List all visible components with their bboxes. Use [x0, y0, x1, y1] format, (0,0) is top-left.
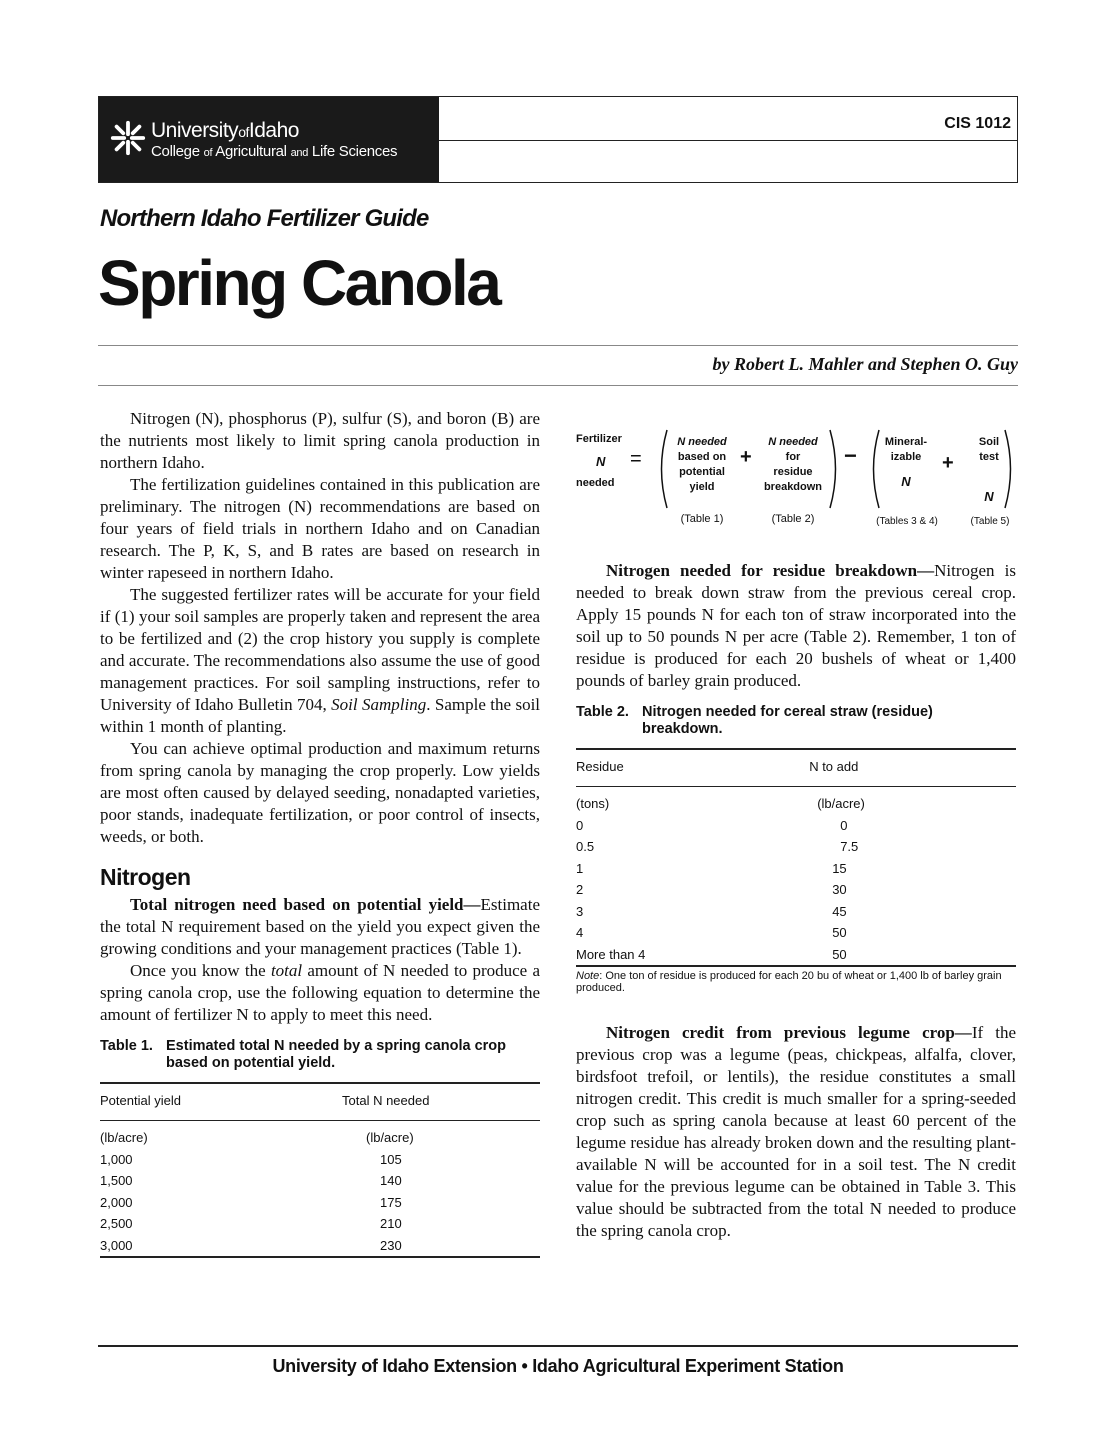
- eq-term-yield: N needed based on potential yield: [677, 436, 727, 493]
- footer: University of Idaho Extension • Idaho Agricultural Experiment Station: [272, 1356, 844, 1376]
- management-paragraph: You can achieve optimal production and maximum returns from spring canola by managing the crop properly. Low yields are most often caused by delayed seeding, nonadapted varieties, poor stands, inadequate fertilization, or poor control of insects, weeds, or both.: [100, 739, 540, 846]
- eq-plus-1: +: [740, 446, 752, 468]
- eq-ref-table5: (Table 5): [970, 516, 1010, 527]
- table2-header-residue: Residue: [576, 759, 624, 774]
- eq-plus-2: +: [942, 452, 954, 474]
- title-rule: [98, 345, 1018, 346]
- table-row: 0 0: [576, 817, 848, 833]
- byline: by Robert L. Mahler and Stephen O. Guy: [712, 354, 1018, 374]
- run-in-heading: Total nitrogen need based on potential yield—: [130, 895, 481, 914]
- publication-code: CIS 1012: [944, 115, 1011, 132]
- footer-rule: [98, 1345, 1018, 1347]
- eq-ref-table2: (Table 2): [771, 513, 815, 525]
- table1: [100, 1082, 540, 1258]
- table2-header-n: N to add: [809, 759, 859, 774]
- header-divider: [439, 140, 1017, 141]
- table-row: 4 50: [576, 925, 847, 940]
- table-row: 3,000 230: [100, 1235, 540, 1258]
- right-paren-icon: [827, 428, 843, 510]
- table-row: 0.5 7.5: [576, 839, 859, 854]
- logo-college-name: College of Agricultural and Life Sciences: [151, 143, 398, 160]
- university-logo: [99, 97, 439, 182]
- table1-header-n: Total N needed: [342, 1093, 430, 1108]
- logo-university-name: UniversityofIdaho: [151, 119, 299, 142]
- byline-rule: [98, 385, 1018, 386]
- eq-lhs: Fertilizer N needed: [576, 433, 622, 489]
- table-row: 1,500 140: [100, 1173, 402, 1188]
- table-row: 1 15: [576, 860, 847, 876]
- fertilizer-equation: [576, 408, 1016, 538]
- eq-term-soil-test: Soil test N: [978, 436, 1000, 504]
- left-column: [100, 408, 540, 1258]
- masthead: [98, 96, 1018, 183]
- table2-caption: Table 2. Nitrogen needed for cereal straw (residue) breakdown.: [576, 704, 933, 737]
- table-row: (lb/acre) (lb/acre): [100, 1130, 414, 1145]
- page-title: Spring Canola: [98, 247, 500, 319]
- intro-paragraph: Nitrogen (N), phosphorus (P), sulfur (S), and boron (B) are the nutrients most likely to limit spring canola production in northern Idaho.: [100, 409, 540, 472]
- eq-equals: =: [630, 448, 642, 470]
- table1-header-yield: Potential yield: [100, 1093, 181, 1108]
- total-nitrogen-paragraph: Total nitrogen need based on potential yield—Estimate the total N requirement based on the yield you expect given the growing conditions and your management practices (Table 1).: [100, 895, 540, 958]
- eq-term-mineralizable: Mineral- izable N: [884, 436, 928, 489]
- bulletin-title: Soil Sampling: [331, 695, 427, 714]
- legume-paragraph: Nitrogen credit from previous legume crop—If the previous crop was a legume (peas, chickpeas, alfalfa, clover, birdsfoot trefoil, or lentils), the residue constitutes a small nitrogen credit. This credit is much smaller for a spring-seeded crop such as spring canola because at least 60 percent of the legume residue has already broken down and the resulting plant-available N will be accounted for in a soil test. The N credit value for the previous legume can be obtained in Table 3. This value should be subtracted from the total N needed to produce the spring canola crop.: [576, 1023, 1016, 1240]
- right-paren-icon: [1002, 428, 1018, 510]
- accuracy-paragraph: The suggested fertilizer rates will be accurate for your field if (1) your soil samples are properly taken and represent the area to be fertilized and (2) the crop history you supply is complete and accurate. The recommendations also assume the use of good management practices. For soil sampling instructions, refer to University of Idaho Bulletin 704, Soil Sampling. Sample the soil within 1 month of planting.: [100, 585, 541, 736]
- table-row: 3 45: [576, 903, 847, 919]
- table-row: More than 4 50: [576, 944, 1016, 967]
- eq-term-residue: N needed for residue breakdown: [763, 436, 823, 493]
- right-column: [576, 408, 1016, 1242]
- eq-ref-table3-4: (Tables 3 & 4): [876, 516, 938, 527]
- eq-minus: −: [844, 443, 857, 468]
- residue-paragraph: Nitrogen needed for residue breakdown—Nitrogen is needed to break down straw from the previous cereal crop. Apply 15 pounds N for each ton of straw incorporated into the soil up to 50 pounds N per acre (Table 2). Remember, 1 ton of residue is produced for each 20 bushels of wheat or 1,400 pounds of barley grain produced.: [576, 561, 1016, 690]
- table-row: 2,000 175: [100, 1194, 402, 1210]
- table-row: 2,500 210: [100, 1216, 402, 1231]
- equation-intro-paragraph: Once you know the total amount of N needed to produce a spring canola crop, use the following equation to determine the amount of fertilizer N to apply to meet this need.: [100, 961, 541, 1024]
- guidelines-paragraph: The fertilization guidelines contained in this publication are preliminary. The nitrogen (N) recommendations are based on four years of field trials in northern Idaho and on Canadian research. The P, K, S, and B rates are based on research in winter rapeseed in northern Idaho.: [100, 475, 540, 582]
- table2-note: Note: One ton of residue is produced for each 20 bu of wheat or 1,400 lb of barley grain produced.: [576, 970, 1002, 994]
- nitrogen-heading: Nitrogen: [100, 864, 191, 890]
- table-row: (tons) (lb/acre): [576, 796, 865, 811]
- table2: [576, 748, 1016, 967]
- table-row: 2 30: [576, 882, 847, 897]
- series-title: Northern Idaho Fertilizer Guide: [100, 205, 429, 232]
- university-seal-icon: [109, 119, 147, 157]
- table1-caption: Table 1. Estimated total N needed by a spring canola crop based on potential yield.: [100, 1038, 507, 1071]
- eq-ref-table1: (Table 1): [680, 513, 724, 525]
- table-row: 1,000 105: [100, 1151, 402, 1167]
